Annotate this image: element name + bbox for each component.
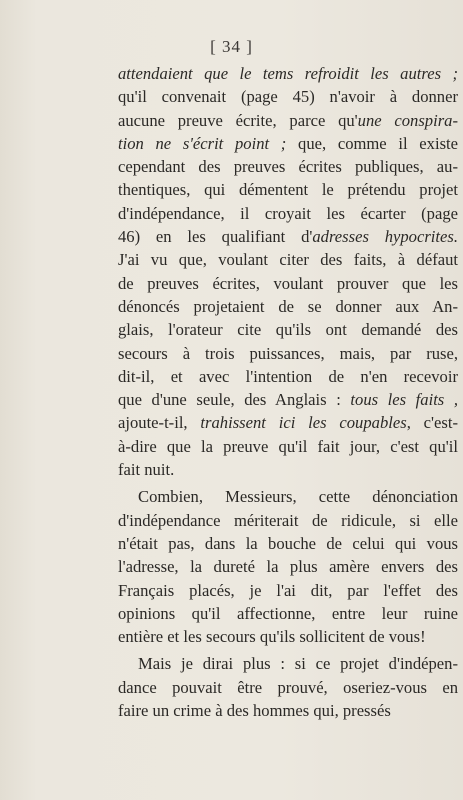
text-line (118, 132, 458, 155)
italic-text: tous les faits , (350, 390, 458, 410)
text-line (118, 458, 458, 481)
text-line (118, 579, 458, 602)
text-line (118, 225, 458, 248)
text-line (118, 295, 458, 318)
text-segment: cependant des preuves écrites publiques, au- (118, 157, 458, 177)
body-text (118, 62, 458, 722)
text-segment: Mais je dirai plus : si ce projet d'indépen- (138, 654, 458, 674)
text-line (118, 178, 458, 201)
text-segment: à-dire que la preuve qu'il fait jour, c'est qu'il (118, 436, 458, 456)
text-segment: dénoncés projetaient de se donner aux An- (118, 296, 458, 316)
text-segment: J'ai vu que, voulant citer des faits, à défaut (118, 250, 458, 270)
text-line (118, 342, 458, 365)
text-segment: d'indépendance mériterait de ridicule, si elle (118, 510, 458, 530)
text-line (118, 485, 458, 508)
text-line (118, 109, 458, 132)
paragraph (118, 652, 458, 722)
text-line (118, 602, 458, 625)
italic-text: adresses hypocrites. (312, 227, 458, 247)
text-segment: opinions qu'il affectionne, entre leur ruine (118, 603, 458, 623)
text-segment: aucune preuve écrite, parce qu' (118, 110, 358, 130)
text-line (118, 388, 458, 411)
text-segment: fait nuit. (118, 460, 175, 480)
text-line (118, 318, 458, 341)
text-line (118, 85, 458, 108)
text-segment: faire un crime à des hommes qui, pressés (118, 701, 391, 721)
paragraph (118, 485, 458, 648)
text-line (118, 272, 458, 295)
text-segment: de preuves écrites, voulant prouver que les (118, 273, 458, 293)
text-line (118, 509, 458, 532)
text-segment: entière et les secours qu'ils sollicitent de vous! (118, 627, 426, 647)
text-segment: Combien, Messieurs, cette dénonciation (138, 487, 458, 507)
text-segment: qu'il convenait (page 45) n'avoir à donner (118, 87, 458, 107)
text-segment: que, comme il existe (286, 133, 458, 153)
italic-text: une conspira- (357, 110, 458, 130)
italic-text: attendaient que le tems refroidit les autres ; (118, 64, 458, 83)
text-line (118, 532, 458, 555)
text-segment: secours à trois puissances, mais, par ruse, (118, 343, 458, 363)
text-line (118, 248, 458, 271)
text-line (118, 676, 458, 699)
text-line (118, 699, 458, 722)
text-segment: d'indépendance, il croyait les écarter (page (118, 203, 458, 223)
text-line (118, 411, 458, 434)
text-line (118, 435, 458, 458)
text-segment: ajoute-t-il, (118, 413, 201, 433)
text-segment: , c'est- (406, 413, 458, 433)
text-segment: n'était pas, dans la bouche de celui qui vous (118, 533, 458, 553)
text-line (118, 202, 458, 225)
text-segment: dance pouvait être prouvé, oseriez-vous en (118, 677, 458, 697)
text-segment: que d'une seule, des Anglais : (118, 390, 351, 410)
text-line (118, 155, 458, 178)
text-line (118, 365, 458, 388)
page-number: [ 34 ] (210, 37, 253, 56)
text-segment: dit-il, et avec l'intention de n'en recevoir (118, 366, 458, 386)
text-segment: 46) en les qualifiant d' (118, 227, 313, 247)
text-line (118, 625, 458, 648)
italic-text: tion ne s'écrit point ; (118, 133, 287, 153)
text-segment: Français placés, je l'ai dit, par l'effet des (118, 580, 458, 600)
text-segment: glais, l'orateur cite qu'ils ont demandé des (118, 320, 458, 340)
text-segment: thentiques, qui démentent le prétendu projet (118, 180, 458, 200)
text-line (118, 652, 458, 675)
paragraph (118, 62, 458, 481)
text-line (118, 62, 458, 85)
text-segment: l'adresse, la dureté la plus amère envers des (118, 557, 458, 577)
text-line (118, 555, 458, 578)
italic-text: trahissent ici les coupables (200, 413, 407, 433)
